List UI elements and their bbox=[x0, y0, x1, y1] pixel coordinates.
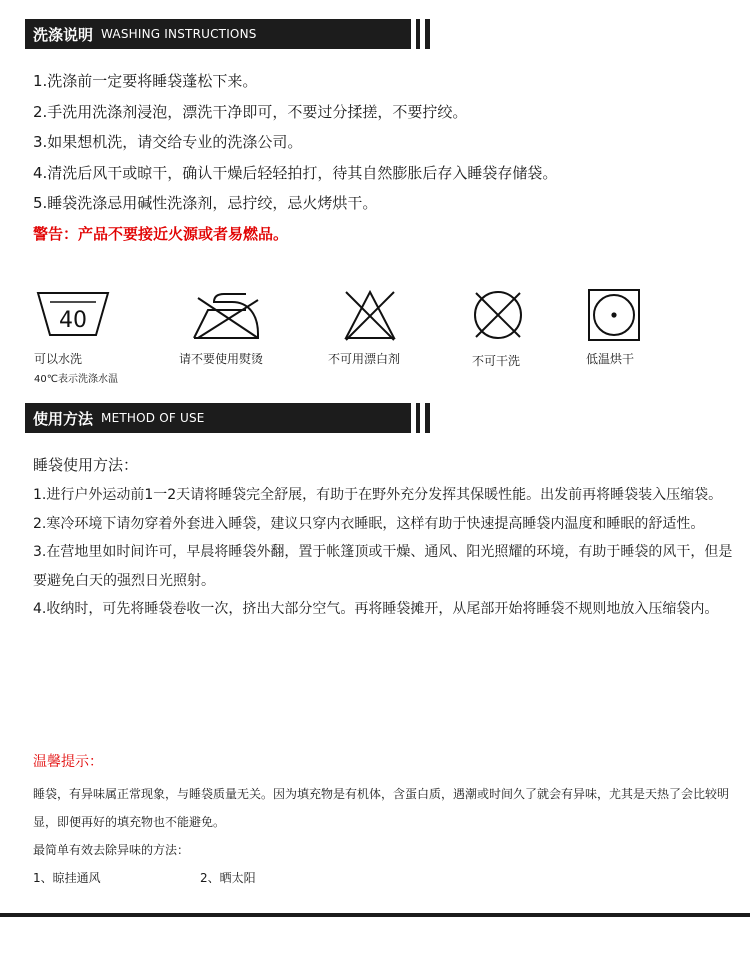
header-bar-decoration bbox=[411, 19, 416, 49]
tumble-dry-low-icon bbox=[587, 288, 641, 342]
hand-wash-label: 可以水洗 bbox=[34, 352, 83, 366]
wash-item: 2.手洗用洗涤剂浸泡，漂洗干净即可，不要过分揉搓，不要拧绞。 bbox=[33, 102, 468, 121]
wash-header-cn: 洗涤说明 bbox=[33, 25, 94, 44]
wash-item: 5.睡袋洗涤忌用碱性洗涤剂，忌拧绞，忌火烤烘干。 bbox=[33, 194, 378, 213]
use-paragraph: 2.寒冷环境下请勿穿着外套进入睡袋，建议只穿内衣睡眠，这样有助于快速提高睡袋内温度和睡眠的舒适性。 bbox=[33, 515, 705, 532]
header-bar-decoration bbox=[420, 19, 425, 49]
care-symbols-row bbox=[0, 284, 750, 384]
wash-instructions-list bbox=[33, 66, 733, 250]
tips-title: 温馨提示： bbox=[33, 754, 103, 770]
wash-item: 4.清洗后风干或晾干，确认干燥后轻轻拍打，待其自然膨胀后存入睡袋存储袋。 bbox=[33, 163, 558, 182]
tips-methods-title: 最简单有效去除异味的方法： bbox=[33, 843, 190, 857]
method-of-use bbox=[33, 454, 733, 624]
use-header-en: METHOD OF USE bbox=[101, 411, 205, 425]
no-dry-clean-label: 不可干洗 bbox=[472, 354, 521, 368]
no-dry-clean-icon bbox=[471, 288, 525, 342]
wash-header-en: WASHING INSTRUCTIONS bbox=[101, 27, 257, 41]
tips-method-item: 2、晒太阳 bbox=[200, 871, 256, 885]
use-paragraph: 1.进行户外运动前1一2天请将睡袋完全舒展，有助于在野外充分发挥其保暖性能。出发前再将睡袋装入压缩袋。 bbox=[33, 487, 723, 503]
use-section-header bbox=[25, 403, 430, 433]
no-iron-label: 请不要使用熨烫 bbox=[179, 352, 264, 366]
no-bleach-label: 不可用漂白剂 bbox=[328, 352, 401, 366]
bottom-divider bbox=[0, 913, 750, 917]
no-iron-icon bbox=[188, 288, 264, 342]
tips-method-item: 1、晾挂通风 bbox=[33, 871, 101, 885]
header-bar-decoration bbox=[411, 403, 416, 433]
wash-item: 3.如果想机洗，请交给专业的洗涤公司。 bbox=[33, 133, 303, 152]
warm-tips bbox=[33, 752, 733, 892]
use-paragraph: 3.在营地里如时间许可，早晨将睡袋外翻，置于帐篷顶或干燥、通风、阳光照耀的环境，有助于睡袋的风干，但是要避免白天的强烈日光照射。 bbox=[33, 544, 733, 589]
header-bar-decoration bbox=[420, 403, 425, 433]
no-bleach-icon bbox=[342, 288, 398, 342]
wash-tub-icon bbox=[36, 290, 110, 338]
use-header-cn: 使用方法 bbox=[33, 409, 94, 428]
wash-item: 1.洗涤前一定要将睡袋蓬松下来。 bbox=[33, 72, 258, 90]
hand-wash-sub-label: 40℃表示洗涤水温 bbox=[34, 374, 118, 385]
fire-warning: 警告：产品不要接近火源或者易燃品。 bbox=[33, 224, 289, 243]
tips-methods bbox=[33, 864, 733, 892]
use-title: 睡袋使用方法： bbox=[33, 456, 139, 474]
wash-section-header bbox=[25, 19, 430, 49]
use-paragraph: 4.收纳时，可先将睡袋卷收一次，挤出大部分空气。再将睡袋摊开，从尾部开始将睡袋不规则地放入压缩袋内。 bbox=[33, 601, 719, 617]
wash-temperature: 40 bbox=[59, 308, 87, 333]
tips-text: 睡袋，有异味属正常现象，与睡袋质量无关。因为填充物是有机体，含蛋白质，遇潮或时间久了就会有异味，尤其是天热了会比较明显，即便再好的填充物也不能避免。 bbox=[33, 787, 730, 829]
tumble-dry-low-label: 低温烘干 bbox=[586, 352, 635, 366]
